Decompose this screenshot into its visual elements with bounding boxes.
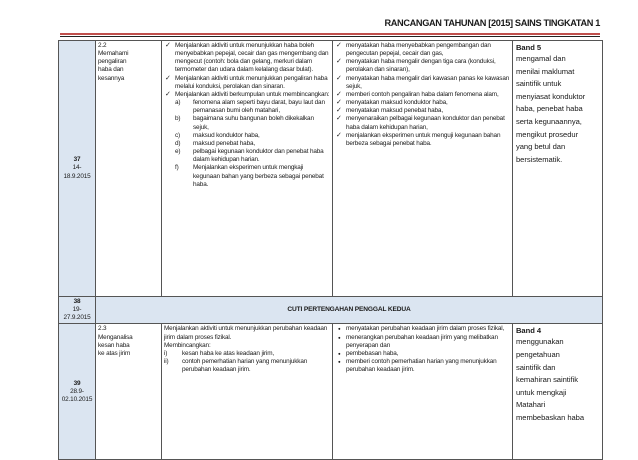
week-number: 39 [73, 379, 81, 387]
sub-item [164, 350, 330, 358]
sub-item [175, 148, 330, 164]
list-item: ● memberi contoh pemerhatian harian yang menunjukkan perubahan keadaan jirim. [335, 358, 510, 374]
week-dates: 14-18.9.2015 [63, 164, 91, 180]
band-line: menyiasat konduktor [516, 91, 586, 101]
band-line: menggunakan [516, 337, 564, 347]
sub-item [175, 115, 330, 131]
sub-item-letter: e) [175, 148, 181, 156]
week-cell [59, 324, 96, 460]
band-title: Band 5 [516, 43, 542, 52]
sub-item-letter: b) [175, 115, 181, 123]
band-line: haba, penebat haba [516, 104, 583, 114]
week-number: 38 [73, 298, 81, 305]
list-item: ● pembebasan haba, [335, 350, 510, 358]
sub-item-text: Menjalankan eksperimen untuk mengkaji kegunaan bahan yang berbeza sebagai penebat haba. [193, 164, 324, 188]
list-item: ✓ menyatakan maksud penebat haba, [335, 107, 510, 115]
activities-cell [162, 41, 333, 297]
activities-label: Membincangkan: [164, 341, 211, 349]
band-cell [513, 324, 603, 460]
sub-item-text: maksud penebat haba, [193, 139, 256, 147]
band-line: mengamal dan [516, 54, 566, 63]
week-dates: 19-27.9.2015 [63, 306, 91, 322]
week-cell [59, 41, 96, 297]
band-line: bersistematik. [516, 154, 563, 164]
activities-cell [162, 324, 333, 460]
topic-line: Memahami [98, 50, 129, 58]
topic-line: haba dan [98, 66, 124, 74]
sub-item [164, 358, 330, 374]
sub-item-text: bagaimana suhu bangunan boleh dikekalkan sejuk, [193, 115, 314, 131]
topic-line: kesan haba [98, 341, 130, 349]
list-item: ✓ menyenaraikan pelbagai kegunaan konduktor dan penebat haba dalam kehidupan harian, [335, 115, 510, 131]
list-item-text: Menjalankan aktiviti berkumpulan untuk membincangkan: [175, 90, 330, 98]
header-rule-black [60, 36, 600, 37]
list-item: ✓ menyatakan haba menyebabkan pengembangan dan pengecutan pepejal, cecair dan gas, [335, 42, 510, 58]
sub-item-text: kesan haba ke atas keadaan jirim, [182, 349, 275, 357]
list-item: ✓ Menjalankan aktiviti untuk menunjukkan haba boleh menyebabkan pepejal, cecair dan gas mengembang dan mengecut (contoh: bola dan gelang, merkuri dalam termometer dan udara dalam kelalang dasar bulat). [164, 42, 330, 75]
band-line: pengetahuan [516, 350, 560, 360]
activities-list [164, 42, 330, 189]
holiday-banner: CUTI PERTENGAHAN PENGGAL KEDUA [96, 297, 603, 324]
sub-item-text: pelbagai kegunaan konduktor dan penebat haba dalam kehidupan harian. [193, 148, 324, 164]
sub-item-letter: a) [175, 99, 181, 107]
list-item: ✓ menyatakan haba mengalir dengan tiga cara (konduksi, perolakan dan sinaran), [335, 58, 510, 74]
sub-item-text: maksud konduktor haba, [193, 131, 260, 139]
sub-item-text: fenomena alam seperti bayu darat, bayu laut dan pemanasan bumi oleh matahari, [193, 99, 325, 115]
topic-cell [96, 41, 162, 297]
list-item: ● menerangkan perubahan keadaan jirim yang melibatkan penyerapan dan [335, 334, 510, 350]
topic-line: pengaliran [98, 58, 127, 66]
topic-line: kesannya [98, 74, 125, 82]
band-line: saintifik dan [516, 362, 556, 372]
table-row-week-38 [59, 297, 603, 324]
topic-line: 2.3 [98, 325, 107, 333]
list-item: ✓ memberi contoh pengaliran haba dalam fenomena alam, [335, 91, 510, 99]
topic-line: Menganalisa [98, 333, 133, 341]
topic-cell [96, 324, 162, 460]
sub-item-letter: i) [164, 349, 168, 357]
outcomes-list [335, 42, 510, 148]
band-line: menilai maklumat [516, 66, 575, 76]
band-line: Matahari [516, 400, 546, 410]
yearly-plan-table [58, 40, 603, 460]
list-item: ✓ Menjalankan aktiviti untuk menunjukkan pengaliran haba melalui konduksi, perolakan dan sinaran. [164, 75, 330, 91]
sub-item-letter: ii) [164, 358, 169, 366]
document-title: RANCANGAN TAHUNAN [2015] SAINS TINGKATAN 1 [384, 18, 600, 28]
outcomes-cell [333, 324, 513, 460]
topic-line: 2.2 [98, 42, 107, 49]
week-cell [59, 297, 96, 324]
band-line: serta kegunaannya, [516, 116, 582, 126]
band-line: yang betul dan [516, 142, 566, 152]
sub-item-letter: c) [175, 131, 181, 139]
list-item [164, 91, 330, 189]
list-item: ✓ menyatakan maksud konduktor haba, [335, 99, 510, 107]
list-item: ✓ menjalankan eksperimen untuk menguji kegunaan bahan berbeza sebagai penebat haba. [335, 132, 510, 148]
topic-line: ke atas jirim [98, 349, 131, 357]
page-header [60, 18, 600, 32]
week-dates: 28.9- [70, 387, 84, 395]
sub-item [175, 164, 330, 188]
sub-item-letter: f) [175, 164, 179, 172]
outcomes-cell [333, 41, 513, 297]
band-line: saintifik untuk [516, 79, 562, 89]
week-number: 37 [73, 156, 81, 164]
week-dates: 02.10.2015 [61, 396, 93, 404]
band-line: kemahiran saintifik [516, 375, 578, 385]
activities-intro: Menjalankan aktiviti untuk menunjukkan perubahan keadaan jirim dalam proses fizikal. [164, 325, 328, 341]
band-cell [513, 41, 603, 297]
band-title: Band 4 [516, 326, 542, 336]
table-row-week-39 [59, 324, 603, 460]
table-row-week-37 [59, 41, 603, 297]
header-rule-red [60, 33, 600, 35]
band-line: membebaskan haba [516, 413, 585, 423]
list-item: ● menyatakan perubahan keadaan jirim dalam proses fizikal, [335, 325, 510, 333]
outcomes-list [335, 325, 510, 374]
list-item: ✓ menyatakan haba mengalir dari kawasan panas ke kawasan sejuk, [335, 75, 510, 91]
sub-item-text: contoh pemerhatian harian yang menunjukkan perubahan keadaan jirim. [182, 358, 308, 374]
band-line: mengikut prosedur [516, 129, 579, 139]
sub-item [175, 99, 330, 115]
sub-item [175, 140, 330, 148]
band-line: untuk mengkaji [516, 387, 567, 397]
sub-item-letter: d) [175, 139, 181, 147]
sub-item [175, 132, 330, 140]
